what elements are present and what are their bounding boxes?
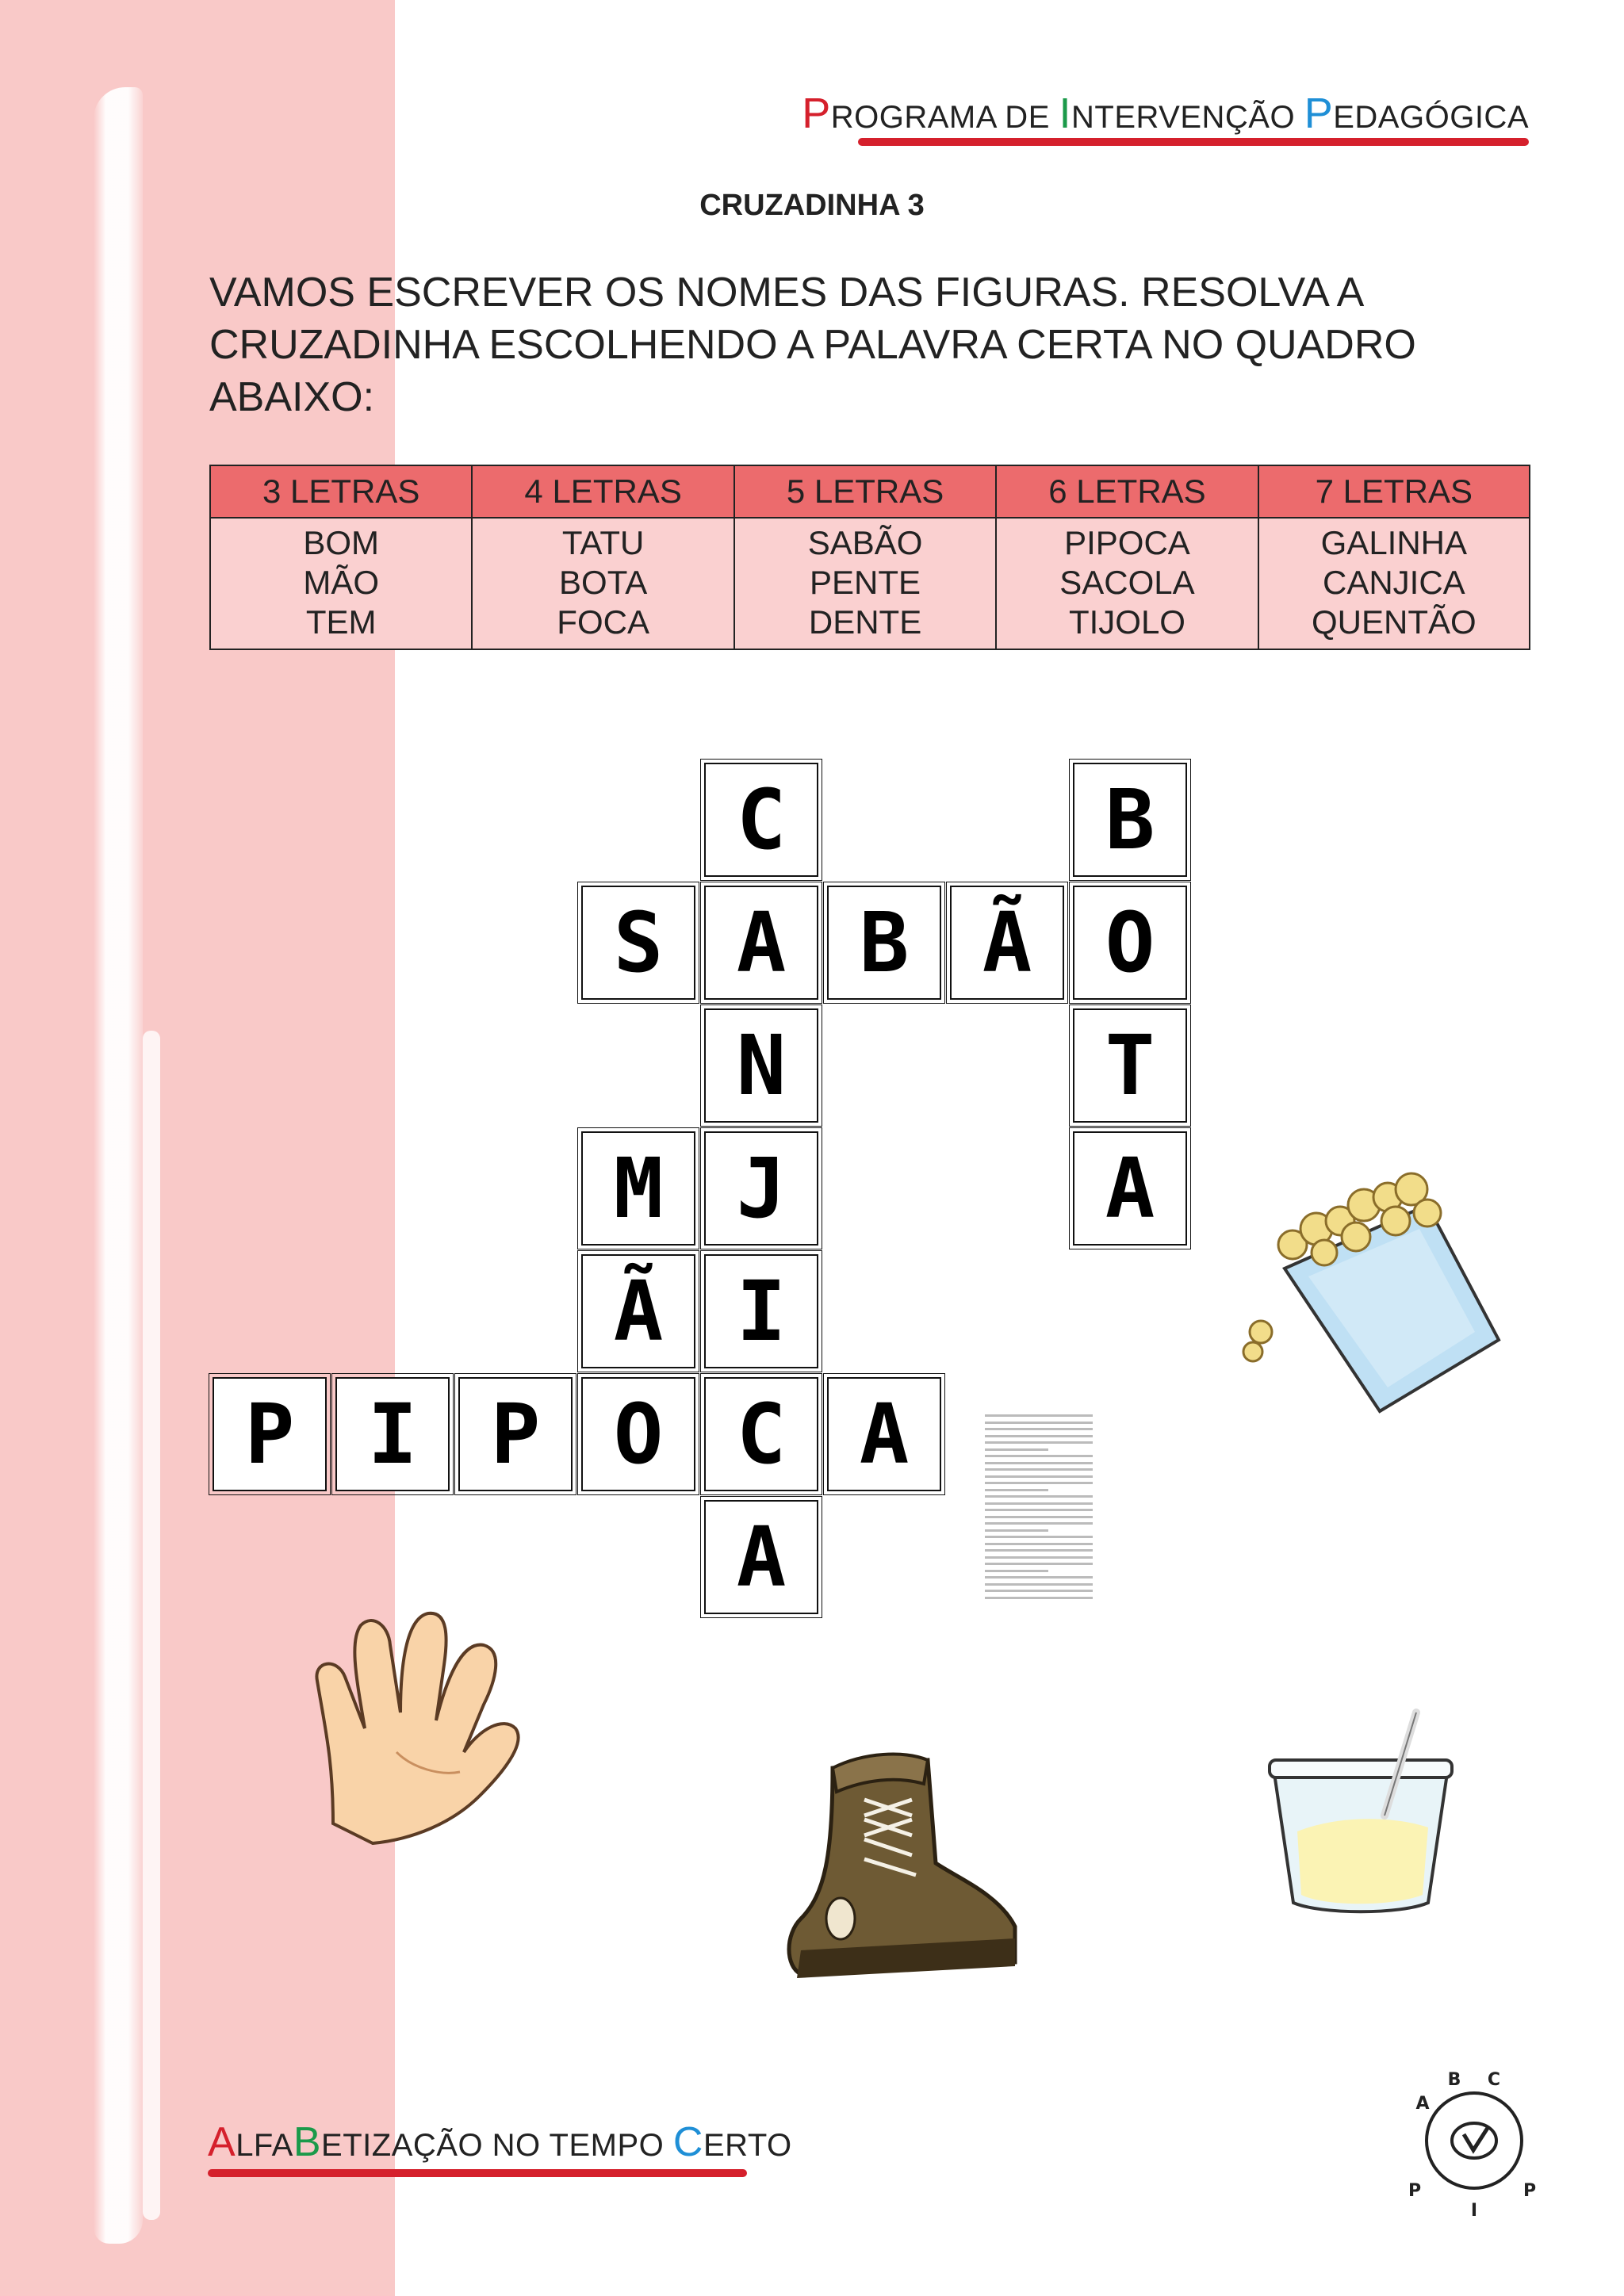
header-text-part: I <box>1059 90 1071 137</box>
thumbnail-text-line <box>985 1516 1093 1518</box>
white-brush-stroke <box>94 87 143 2244</box>
word: QUENTÃO <box>1312 603 1477 641</box>
crossword-cell: N <box>704 1008 818 1123</box>
header-7-letters: 7 LETRAS <box>1258 465 1530 518</box>
thumbnail-text-line <box>985 1536 1093 1538</box>
thumbnail-text-line <box>985 1441 1093 1444</box>
thumbnail-text-line <box>985 1489 1048 1491</box>
word: TIJOLO <box>1068 603 1185 641</box>
instruction-line: ABAIXO: <box>209 374 375 420</box>
crossword-cell: A <box>827 1377 941 1491</box>
header-red-underline <box>858 138 1529 146</box>
footer-text-part: A <box>208 2119 236 2165</box>
word: MÃO <box>303 564 380 601</box>
thumbnail-text-line <box>985 1590 1093 1592</box>
svg-text:C: C <box>1487 2070 1501 2090</box>
thumbnail-text-line <box>985 1462 1093 1464</box>
header-text-part: ROGRAMA DE <box>830 100 1059 135</box>
header-text-part: P <box>1304 90 1334 137</box>
word-column-3-letters <box>210 518 472 649</box>
word: FOCA <box>557 603 649 641</box>
program-footer <box>208 2118 792 2166</box>
header-text-part: EDAGÓGICA <box>1333 100 1529 135</box>
thumbnail-text-line <box>985 1468 1093 1471</box>
thumbnail-text-line <box>985 1563 1093 1565</box>
crossword-cell: I <box>335 1377 450 1491</box>
thumbnail-text-line <box>985 1570 1048 1572</box>
crossword-cell: M <box>581 1131 695 1246</box>
word: GALINHA <box>1320 524 1468 561</box>
crossword-cell: P <box>213 1377 327 1491</box>
crossword-cell: A <box>704 1500 818 1614</box>
footer-text-part: B <box>293 2119 322 2165</box>
crossword-cell: Ã <box>950 886 1064 1000</box>
white-brush-stroke-thin <box>143 1031 160 2220</box>
thumbnail-text-line <box>985 1583 1093 1586</box>
svg-text:I: I <box>1470 2201 1478 2220</box>
thumbnail-text-line <box>985 1509 1093 1511</box>
thumbnail-text-line <box>985 1482 1093 1484</box>
word-column-7-letters <box>1258 518 1530 649</box>
word: BOM <box>303 524 380 561</box>
crossword-cell: J <box>704 1131 818 1246</box>
instructions <box>209 266 1573 423</box>
svg-text:B: B <box>1447 2070 1461 2090</box>
instruction-line: VAMOS ESCREVER OS NOMES DAS FIGURAS. RESOLVA A <box>209 270 1365 316</box>
boot-picture <box>777 1736 1031 1990</box>
word: DENTE <box>808 603 922 641</box>
thumbnail-text-line <box>985 1475 1093 1478</box>
word-column-5-letters <box>734 518 996 649</box>
crossword-cell: B <box>827 886 941 1000</box>
thumbnail-text-line <box>985 1529 1048 1532</box>
crossword-cell: C <box>704 1377 818 1491</box>
hand-picture <box>301 1586 555 1855</box>
pip-logo <box>1399 2061 1549 2220</box>
crossword-cell: O <box>1073 886 1187 1000</box>
thumbnail-text-line <box>985 1414 1093 1417</box>
crossword-cell: O <box>581 1377 695 1491</box>
thumbnail-text-line <box>985 1556 1093 1559</box>
word: SABÃO <box>807 524 923 561</box>
thumbnail-text-line <box>985 1522 1093 1525</box>
instruction-line: CRUZADINHA ESCOLHENDO A PALAVRA CERTA NO QUADRO <box>209 322 1416 368</box>
crossword-cell: A <box>1073 1131 1187 1246</box>
word: PIPOCA <box>1064 524 1190 561</box>
word: BOTA <box>559 564 648 601</box>
header-text-part: P <box>802 90 831 137</box>
header-text-part: NTERVENÇÃO <box>1071 100 1304 135</box>
thumbnail-text-line <box>985 1549 1093 1552</box>
thumbnail-text-line <box>985 1448 1048 1451</box>
svg-text:P: P <box>1408 2181 1422 2201</box>
word: CANJICA <box>1322 564 1465 601</box>
footer-text-part: C <box>672 2119 703 2165</box>
thumbnail-text-line <box>985 1435 1093 1437</box>
svg-text:P: P <box>1522 2181 1537 2201</box>
word-bank-body-row <box>210 518 1530 649</box>
svg-text:A: A <box>1415 2094 1430 2114</box>
program-header <box>802 89 1529 138</box>
footer-text-part: ERTO <box>703 2128 792 2163</box>
thumbnail-text-line <box>985 1422 1093 1424</box>
word: TEM <box>305 603 377 641</box>
crossword-cell: P <box>458 1377 573 1491</box>
popcorn-bag-picture <box>1237 1158 1507 1419</box>
header-5-letters: 5 LETRAS <box>734 465 996 518</box>
crossword-cell: T <box>1073 1008 1187 1123</box>
crossword-cell: S <box>581 886 695 1000</box>
crossword-cell: A <box>704 886 818 1000</box>
document-thumbnail <box>977 1405 1101 1614</box>
footer-text-part: ETIZAÇÃO NO TEMPO <box>321 2128 673 2163</box>
crossword-cell: B <box>1073 763 1187 877</box>
word-bank-header-row <box>210 465 1530 518</box>
header-4-letters: 4 LETRAS <box>472 465 733 518</box>
crossword-cell: Ã <box>581 1254 695 1368</box>
word: SACOLA <box>1059 564 1195 601</box>
header-6-letters: 6 LETRAS <box>996 465 1258 518</box>
canjica-cup-picture <box>1266 1697 1456 1919</box>
thumbnail-text-line <box>985 1576 1093 1578</box>
crossword-cell: C <box>704 763 818 877</box>
thumbnail-text-line <box>985 1428 1093 1430</box>
page-title: CRUZADINHA 3 <box>699 189 925 222</box>
thumbnail-text-line <box>985 1543 1093 1545</box>
thumbnail-text-line <box>985 1597 1093 1599</box>
word-column-6-letters <box>996 518 1258 649</box>
word: TATU <box>561 524 645 561</box>
word-bank-table <box>209 465 1530 650</box>
thumbnail-text-line <box>985 1455 1093 1457</box>
crossword-cell: I <box>704 1254 818 1368</box>
thumbnail-text-line <box>985 1502 1093 1505</box>
header-3-letters: 3 LETRAS <box>210 465 472 518</box>
footer-text-part: LFA <box>236 2128 293 2163</box>
thumbnail-text-line <box>985 1495 1093 1498</box>
word-column-4-letters <box>472 518 733 649</box>
footer-red-underline <box>208 2169 747 2177</box>
word: PENTE <box>810 564 921 601</box>
